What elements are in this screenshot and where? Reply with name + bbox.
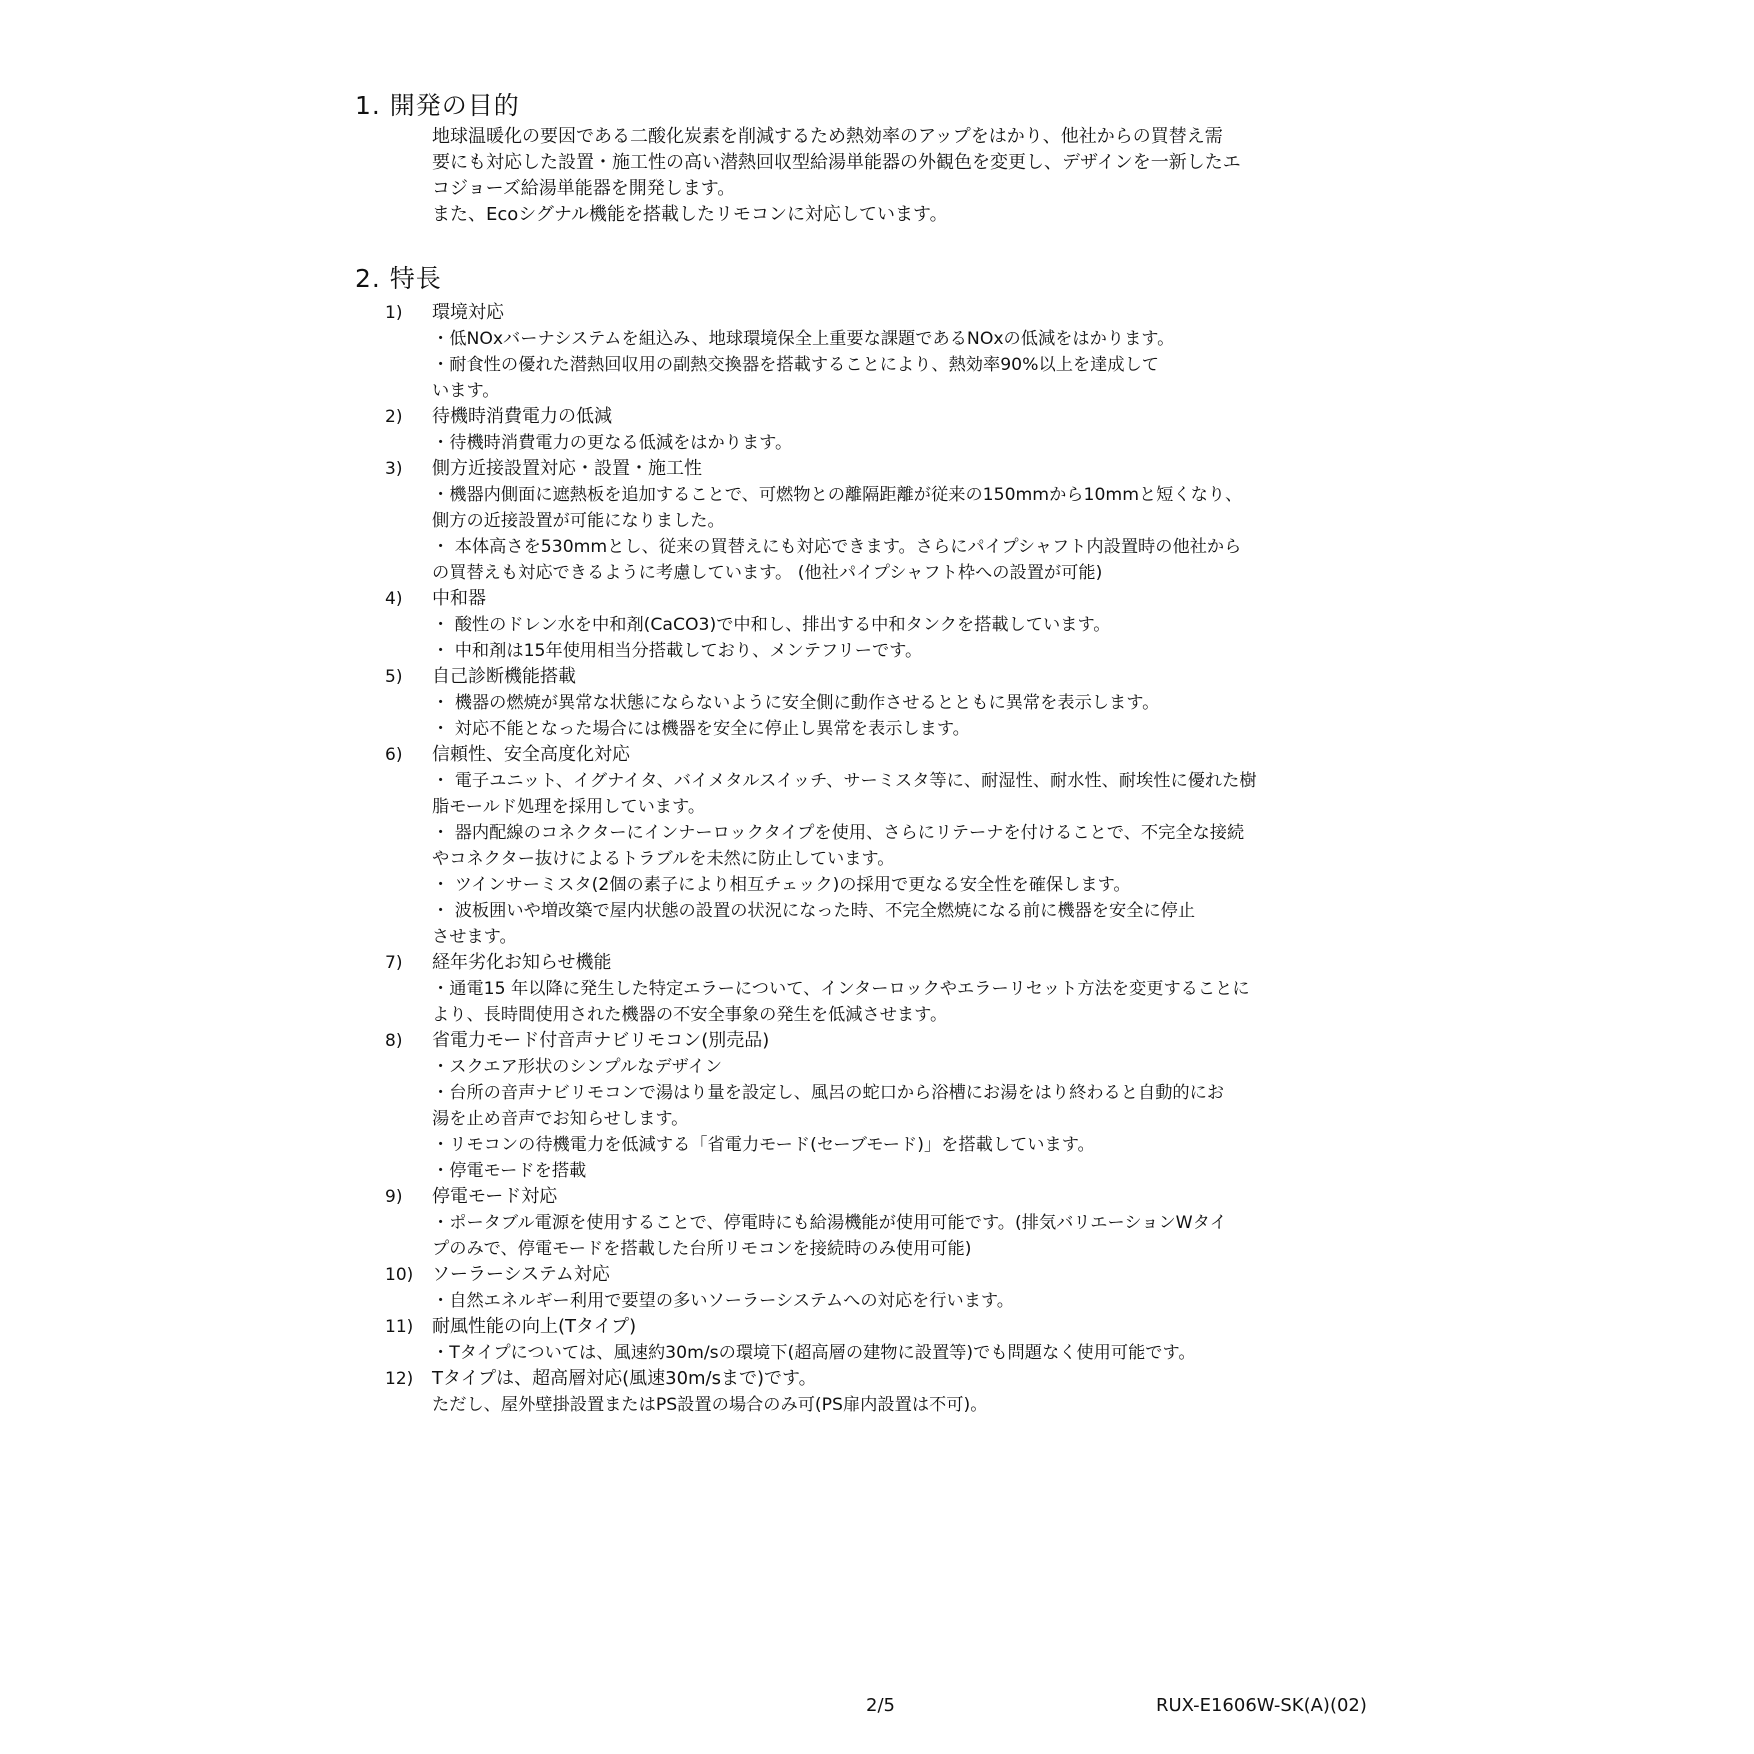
feature-line: ・ 本体高さを530mmとし、従来の買替えにも対応できます。さらにパイプシャフト内設置時の他社から (432, 537, 1242, 557)
feature-item (385, 1366, 1485, 1418)
feature-line: ・ ツインサーミスタ(2個の素子により相互チェック)の採用で更なる安全性を確保します。 (432, 875, 1131, 895)
feature-heading (385, 456, 1485, 482)
feature-number: 5) (385, 667, 403, 687)
feature-line: ・台所の音声ナビリモコンで湯はり量を設定し、風呂の蛇口から浴槽にお湯をはり終わると自動的にお (432, 1083, 1225, 1103)
feature-number: 12) (385, 1369, 414, 1389)
feature-title: 信頼性、安全高度化対応 (432, 744, 630, 765)
feature-line: ただし、屋外壁掛設置またはPS設置の場合のみ可(PS扉内設置は不可)。 (432, 1395, 988, 1415)
feature-heading (385, 404, 1485, 430)
feature-heading (385, 742, 1485, 768)
feature-heading (385, 1366, 1485, 1392)
feature-line: ・自然エネルギー利用で要望の多いソーラーシステムへの対応を行います。 (432, 1291, 1014, 1311)
feature-heading (385, 586, 1485, 612)
feature-title: 中和器 (432, 588, 486, 609)
feature-heading (385, 1184, 1485, 1210)
feature-line: ・ 中和剤は15年使用相当分搭載しており、メンテフリーです。 (432, 641, 923, 661)
feature-number: 8) (385, 1031, 403, 1051)
feature-line: ・停電モードを搭載 (432, 1161, 587, 1181)
feature-body (385, 1340, 1485, 1366)
feature-title: 待機時消費電力の低減 (432, 406, 612, 427)
feature-number: 10) (385, 1265, 414, 1285)
feature-line: ・耐食性の優れた潜熱回収用の副熱交換器を搭載することにより、熱効率90%以上を達成して (432, 355, 1160, 375)
feature-heading (385, 950, 1485, 976)
feature-item (385, 300, 1485, 404)
feature-line: より、長時間使用された機器の不安全事象の発生を低減させます。 (432, 1005, 948, 1025)
feature-line: ・ 波板囲いや増改築で屋内状態の設置の状況になった時、不完全燃焼になる前に機器を安全に停止 (432, 901, 1196, 921)
feature-body (385, 1210, 1485, 1262)
feature-line: ・ 対応不能となった場合には機器を安全に停止し異常を表示します。 (432, 719, 970, 739)
feature-body (385, 482, 1485, 586)
feature-item (385, 1184, 1485, 1262)
feature-line: ・ 酸性のドレン水を中和剤(CaCO3)で中和し、排出する中和タンクを搭載しています。 (432, 615, 1111, 635)
feature-title: 耐風性能の向上(Tタイプ) (432, 1316, 637, 1337)
feature-item (385, 742, 1485, 950)
feature-item (385, 456, 1485, 586)
feature-item (385, 950, 1485, 1028)
feature-line: ・ 機器の燃焼が異常な状態にならないように安全側に動作させるとともに異常を表示します。 (432, 693, 1160, 713)
feature-item (385, 1262, 1485, 1314)
feature-number: 7) (385, 953, 403, 973)
body-line: 要にも対応した設置・施工性の高い潜熱回収型給湯単能器の外観色を変更し、デザインを一新したエ (432, 152, 1241, 173)
feature-line: ・ 器内配線のコネクターにインナーロックタイプを使用、さらにリテーナを付けることで、不完全な接続 (432, 823, 1245, 843)
feature-number: 2) (385, 407, 403, 427)
feature-number: 3) (385, 459, 403, 479)
feature-title: 停電モード対応 (432, 1186, 558, 1207)
body-line: コジョーズ給湯単能器を開発します。 (432, 178, 736, 199)
feature-body (385, 430, 1485, 456)
feature-line: ・Tタイプについては、風速約30m/sの環境下(超高層の建物に設置等)でも問題なく使用可能です。 (432, 1343, 1196, 1363)
feature-body (385, 690, 1485, 742)
feature-item (385, 1028, 1485, 1184)
feature-list (385, 300, 1485, 1418)
feature-heading (385, 1028, 1485, 1054)
feature-line: ・機器内側面に遮熱板を追加することで、可燃物との離隔距離が従来の150mmから10mmと短くなり、 (432, 485, 1243, 505)
section-2-title: 2. 特長 (355, 264, 442, 293)
feature-number: 9) (385, 1187, 403, 1207)
feature-line: ・ポータブル電源を使用することで、停電時にも給湯機能が使用可能です。(排気バリエーションWタイ (432, 1213, 1227, 1233)
feature-heading (385, 1262, 1485, 1288)
feature-title: Tタイプは、超高層対応(風速30m/sまで)です。 (432, 1368, 817, 1389)
feature-line: 湯を止め音声でお知らせします。 (432, 1109, 689, 1129)
feature-body (385, 976, 1485, 1028)
feature-line: やコネクター抜けによるトラブルを未然に防止しています。 (432, 849, 895, 869)
section-1-title: 1. 開発の目的 (355, 91, 520, 120)
feature-line: ・待機時消費電力の更なる低減をはかります。 (432, 433, 793, 453)
feature-line: の買替えも対応できるように考慮しています。 (他社パイプシャフト枠への設置が可能) (432, 563, 1103, 583)
feature-body (385, 612, 1485, 664)
feature-number: 4) (385, 589, 403, 609)
feature-heading (385, 664, 1485, 690)
feature-item (385, 664, 1485, 742)
feature-number: 11) (385, 1317, 414, 1337)
feature-line: プのみで、停電モードを搭載した台所リモコンを接続時のみ使用可能) (432, 1239, 972, 1259)
feature-item (385, 404, 1485, 456)
page-number: 2/5 (866, 1695, 895, 1716)
feature-body (385, 1288, 1485, 1314)
feature-body (385, 768, 1485, 950)
feature-title: 環境対応 (432, 302, 504, 323)
feature-title: 省電力モード付音声ナビリモコン(別売品) (432, 1030, 770, 1051)
feature-number: 6) (385, 745, 403, 765)
feature-line: ・通電15 年以降に発生した特定エラーについて、インターロックやエラーリセット方法を変更することに (432, 979, 1250, 999)
feature-heading (385, 300, 1485, 326)
body-line: 地球温暖化の要因である二酸化炭素を削減するため熱効率のアップをはかり、他社からの買替え需 (432, 126, 1223, 147)
feature-line: ・スクエア形状のシンプルなデザイン (432, 1057, 723, 1077)
feature-title: 側方近接設置対応・設置・施工性 (432, 458, 702, 479)
section-1-body (432, 124, 1432, 228)
feature-line: ・リモコンの待機電力を低減する「省電力モード(セーブモード)」を搭載しています。 (432, 1135, 1095, 1155)
feature-line: させます。 (432, 927, 517, 947)
feature-item (385, 586, 1485, 664)
feature-body (385, 1054, 1485, 1184)
document-code: RUX-E1606W-SK(A)(02) (1156, 1695, 1367, 1716)
feature-title: 経年劣化お知らせ機能 (432, 952, 612, 973)
body-line: また、Ecoシグナル機能を搭載したリモコンに対応しています。 (432, 204, 948, 225)
feature-line: ・低NOxバーナシステムを組込み、地球環境保全上重要な課題であるNOxの低減をはかります。 (432, 329, 1175, 349)
feature-body (385, 1392, 1485, 1418)
feature-title: ソーラーシステム対応 (432, 1264, 610, 1285)
feature-line: 脂モールド処理を採用しています。 (432, 797, 706, 817)
feature-body (385, 326, 1485, 404)
feature-line: います。 (432, 381, 500, 401)
feature-number: 1) (385, 303, 403, 323)
feature-line: ・ 電子ユニット、イグナイタ、バイメタルスイッチ、サーミスタ等に、耐湿性、耐水性、耐埃性に優れた樹 (432, 771, 1257, 791)
feature-heading (385, 1314, 1485, 1340)
feature-item (385, 1314, 1485, 1366)
feature-title: 自己診断機能搭載 (432, 666, 576, 687)
feature-line: 側方の近接設置が可能になりました。 (432, 511, 725, 531)
